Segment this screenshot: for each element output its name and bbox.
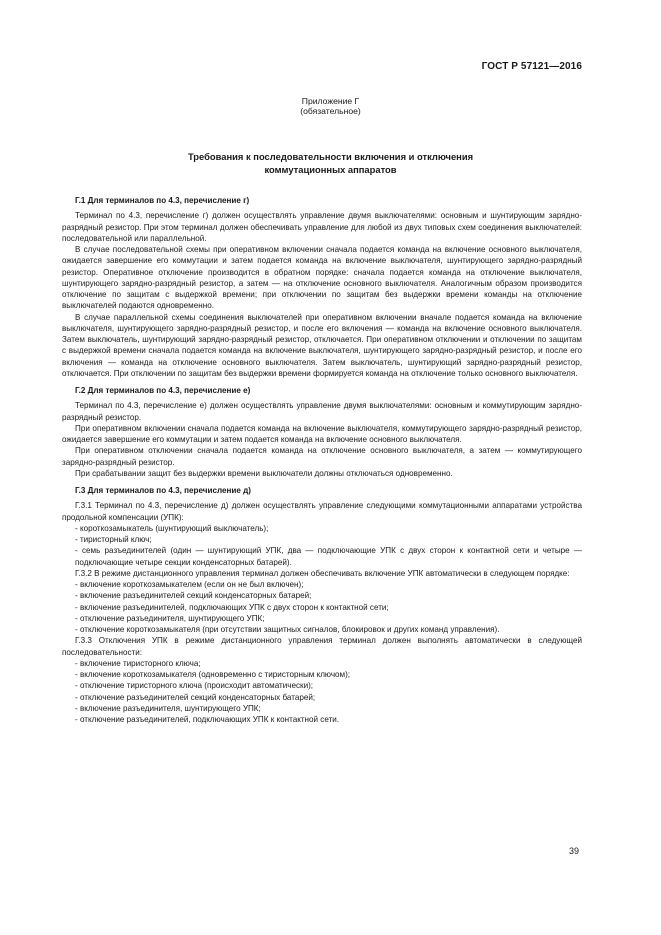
paragraph: Г.3.3 Отключения УПК в режиме дистанционного управления терминал должен выполнять автоматически в следующей последовательности: (62, 636, 582, 657)
paragraph: При срабатывании защит без выдержки времени выключатели должны отключаться одновременно. (75, 468, 453, 478)
list-item: - включение разъединителей секций конденсаторных батарей; (75, 591, 312, 601)
section-heading-g1: Г.1 Для терминалов по 4.3, перечисление г) (75, 196, 250, 205)
document-body (62, 195, 582, 725)
section-heading-g2: Г.2 Для терминалов по 4.3, перечисление е) (75, 386, 251, 395)
document-title (0, 151, 661, 176)
list-item: - отключение разъединителей секций конденсаторных батарей; (75, 692, 316, 702)
paragraph: При оперативном отключении сначала подается команда на отключение основного выключателя, а затем — коммутирующего зарядно-разрядный резистор. (62, 446, 582, 467)
annex-status: (обязательное) (300, 106, 361, 116)
list-item: - короткозамыкатель (шунтирующий выключатель); (75, 523, 269, 533)
section-heading-g3: Г.3 Для терминалов по 4.3, перечисление д) (75, 486, 251, 495)
paragraph: Г.3.2 В режиме дистанционного управления терминал должен обеспечивать включение УПК автоматически в следующем порядке: (75, 568, 570, 578)
standard-number: ГОСТ Р 57121—2016 (481, 61, 582, 72)
list-item: - включение короткозамыкателем (если он не был включен); (75, 580, 304, 589)
list-item: - отключение короткозамыкателя (при отсутствии защитных сигналов, блокировок и других команд управления). (75, 625, 500, 634)
list-item: - включение тиристорного ключа; (75, 658, 201, 668)
list-item: - включение разъединителей, подключающих УПК с двух сторон к контактной сети; (75, 602, 389, 612)
paragraph: При оперативном включении сначала подается команда на включение выключателя, коммутирующего зарядно-разрядный резистор, ожидается завершение его коммутации и затем подается команда на включение основного выключателя. (62, 423, 582, 444)
annex-title: Приложение Г (301, 96, 360, 106)
paragraph: Терминал по 4.3, перечисление г) должен осуществлять управление двумя выключателями: основным и шунтирующим зарядно-разрядный резистор. При этом терминал должен обеспечивать управление для любой из двух типовых схем соединения выключателей: последовательной или параллельной. (62, 211, 582, 243)
paragraph: Терминал по 4.3, перечисление е) должен осуществлять управление двумя выключателями: основным и коммутирующим зарядно-разрядный резистор. (62, 401, 582, 422)
list-item: - включение разъединителя, шунтирующего УПК; (75, 703, 261, 713)
list-item: - отключение разъединителя, шунтирующего УПК; (75, 613, 265, 623)
title-line-2: коммутационных аппаратов (264, 163, 397, 175)
list-item: - тиристорный ключ; (75, 535, 152, 544)
paragraph: В случае последовательной схемы при оперативном включении сначала подается команда на включение основного выключателя, ожидается завершение его коммутации и затем подается команда на включение выключателя, шунтирующего зарядно-разрядный резистор. Оперативное отключение производится в обратном порядке: сначала подается команда на отключение выключателя, шунтирующего зарядно-разрядный резистор, а затем — на отключение основного выключателя. Аналогичным образом производится отключение по защитам с выдержкой времени; при отключении по защитам без выдержки времени команды на отключение выключателей подаются одновременно. (62, 245, 582, 311)
page-number: 39 (568, 846, 579, 856)
paragraph: В случае параллельной схемы соединения выключателей при оперативном включении вначале подается команда на включение выключателя, шунтирующего зарядно-разрядный резистор, и после его включения — команда на включение основного выключателя. Затем выключатель, шунтирующий зарядно-разрядный резистор, отключается. При оперативном отключении и отключении по защитам с выдержкой времени сначала подается команда на включение выключателя, шунтирующего зарядно-разрядный резистор, и после его включения — команда на отключение основного выключателя. Затем выключатель, шунтирующий зарядно-разрядный резистор, отключается. При отключении по защитам без выдержки времени формируется команда на отключение только основного выключателя. (62, 312, 582, 378)
list-item: - отключение тиристорного ключа (происходит автоматически); (75, 681, 314, 691)
list-item: - отключение разъединителей, подключающих УПК к контактной сети. (75, 715, 340, 724)
list-item: - семь разъединителей (один — шунтирующий УПК, два — подключающие УПК с двух сторон к контактной сети и четыре — подключающие четыре секции конденсаторных батарей). (75, 546, 582, 567)
list-item: - включение короткозамыкателя (одновременно с тиристорным ключом); (75, 670, 351, 679)
title-line-1: Требования к последовательности включения и отключения (187, 151, 474, 162)
paragraph: Г.3.1 Терминал по 4.3, перечисление д) должен осуществлять управление следующими коммутационными аппаратами устройства продольной компенсации (УПК): (62, 501, 582, 522)
